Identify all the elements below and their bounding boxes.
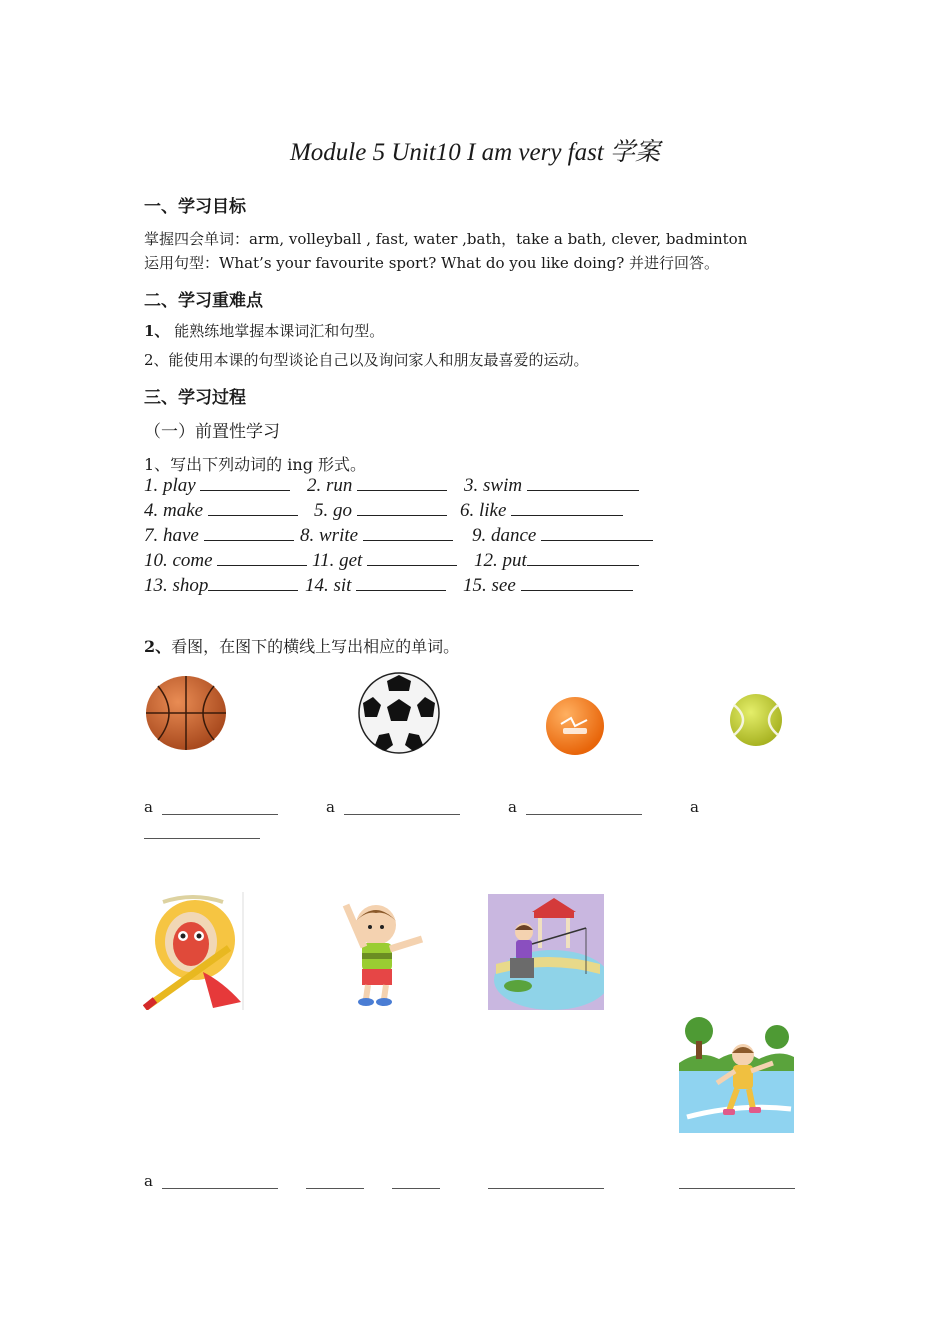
answer-blank[interactable] (541, 524, 653, 541)
answer-line[interactable] (488, 1188, 604, 1189)
subsection-preview-study: （一）前置性学习 (144, 422, 280, 442)
article-label: a (326, 798, 335, 816)
answer-line[interactable] (392, 1188, 440, 1189)
answer-blank[interactable] (367, 549, 457, 566)
verb-item: 12. put (474, 549, 639, 572)
verb-item: 15. see (463, 574, 633, 597)
exercising-boy-image (330, 895, 430, 1007)
key-point-2: 2、能使用本课的句型谈论自己以及询问家人和朋友最喜爱的运动。 (144, 351, 589, 369)
key-point-1-number: 1、 (144, 322, 170, 340)
key-point-1-text: 能熟练地掌握本课词汇和句型。 (174, 322, 385, 340)
task-1-instruction: 1、写出下列动词的 ing 形式。 (144, 455, 367, 474)
answer-blank[interactable] (208, 499, 298, 516)
verb-item: 10. come (144, 549, 307, 572)
verb-item: 3. swim (464, 474, 639, 497)
answer-blank[interactable] (200, 474, 290, 491)
page-title: Module 5 Unit10 I am very fast 学案 (289, 139, 661, 166)
answer-blank[interactable] (511, 499, 623, 516)
answer-line[interactable] (306, 1188, 364, 1189)
answer-line[interactable] (162, 1188, 278, 1189)
monkey-king-image (143, 892, 245, 1010)
article-label: a (690, 798, 699, 816)
section-heading-process: 三、学习过程 (144, 388, 246, 408)
verb-item: 11. get (312, 549, 457, 572)
verb-item: 13. shop (144, 574, 298, 597)
answer-blank[interactable] (204, 524, 294, 541)
answer-line[interactable] (344, 814, 460, 815)
answer-blank[interactable] (357, 499, 447, 516)
answer-blank[interactable] (208, 574, 298, 591)
ping-pong-ball-icon (545, 696, 605, 756)
answer-line[interactable] (144, 838, 260, 839)
fishing-boy-image (488, 894, 604, 1010)
key-point-1 (144, 320, 384, 341)
task-2-number: 2、 (144, 637, 172, 656)
answer-line[interactable] (162, 814, 278, 815)
verb-item: 4. make (144, 499, 298, 522)
answer-blank[interactable] (356, 574, 446, 591)
verb-item: 9. dance (472, 524, 653, 547)
answer-blank[interactable] (357, 474, 447, 491)
verb-item: 1. play (144, 474, 290, 497)
football-icon (357, 671, 441, 755)
verb-item: 7. have (144, 524, 294, 547)
goals-vocab-line: 掌握四会单词：arm, volleyball , fast, water ,bath，take a bath, clever, badminton (144, 230, 748, 248)
tennis-ball-icon (728, 693, 784, 747)
article-label: a (144, 1172, 153, 1190)
answer-line[interactable] (679, 1188, 795, 1189)
skating-boy-image (679, 1013, 794, 1133)
verb-item: 2. run (307, 474, 447, 497)
goals-sentence-line: 运用句型：What’s your favourite sport? What do you like doing? 并进行回答。 (144, 254, 720, 272)
answer-blank[interactable] (527, 474, 639, 491)
task-2-instruction (144, 634, 459, 657)
basketball-icon (144, 674, 228, 752)
task-2-text: 看图，在图下的横线上写出相应的单词。 (171, 637, 460, 656)
verb-item: 5. go (314, 499, 447, 522)
answer-blank[interactable] (527, 549, 639, 566)
verb-item: 8. write (300, 524, 453, 547)
article-label: a (508, 798, 517, 816)
article-label: a (144, 798, 153, 816)
section-heading-goals: 一、学习目标 (144, 197, 246, 217)
verb-item: 6. like (460, 499, 623, 522)
verb-item: 14. sit (305, 574, 446, 597)
answer-line[interactable] (526, 814, 642, 815)
answer-blank[interactable] (363, 524, 453, 541)
answer-blank[interactable] (217, 549, 307, 566)
section-heading-key-points: 二、学习重难点 (144, 291, 263, 311)
answer-blank[interactable] (521, 574, 633, 591)
